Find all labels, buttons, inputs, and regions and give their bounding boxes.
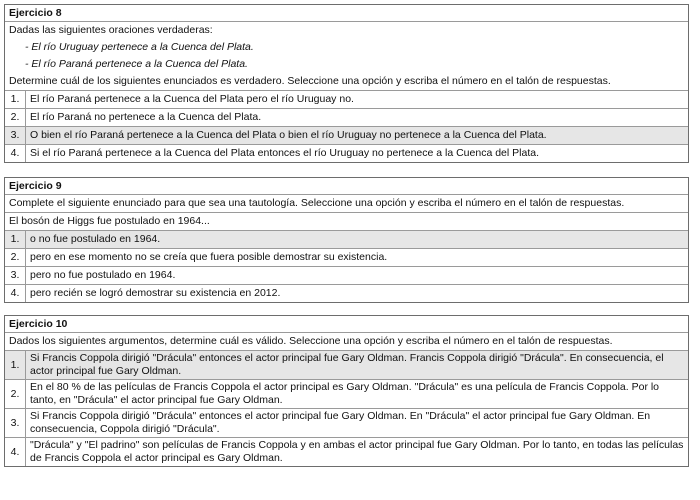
option-text: o no fue postulado en 1964. bbox=[26, 231, 689, 249]
option-number: 2. bbox=[5, 249, 26, 267]
exercise-8-premise: - El río Uruguay pertenece a la Cuenca del Plata. bbox=[25, 41, 254, 53]
option-row[interactable] bbox=[5, 438, 688, 467]
exercise-10-options bbox=[5, 350, 688, 466]
option-text: pero no fue postulado en 1964. bbox=[26, 267, 689, 285]
option-text: pero en ese momento no se creía que fuera posible demostrar su existencia. bbox=[26, 249, 689, 267]
option-number: 1. bbox=[5, 91, 26, 109]
option-text: El río Paraná no pertenece a la Cuenca del Plata. bbox=[26, 109, 689, 127]
option-number: 3. bbox=[5, 409, 26, 438]
option-text: O bien el río Paraná pertenece a la Cuenca del Plata o bien el río Uruguay no pertenece a la Cuenca del Plata. bbox=[26, 127, 689, 145]
option-number: 3. bbox=[5, 267, 26, 285]
option-row[interactable] bbox=[5, 145, 688, 163]
exercise-8-premise: - El río Paraná pertenece a la Cuenca del Plata. bbox=[25, 58, 248, 70]
exercise-8 bbox=[4, 4, 689, 163]
exercise-9-title: Ejercicio 9 bbox=[5, 178, 688, 195]
exercise-9-stem: El bosón de Higgs fue postulado en 1964... bbox=[9, 215, 210, 227]
exercise-8-options bbox=[5, 90, 688, 162]
option-number: 2. bbox=[5, 109, 26, 127]
option-text: "Drácula" y "El padrino" son películas de Francis Coppola y en ambas el actor principal fue Gary Oldman. Por lo tanto, en todas las películas de Francis Coppola el actor principal es Gary Oldman. bbox=[26, 438, 689, 467]
exercise-8-title: Ejercicio 8 bbox=[5, 5, 688, 22]
option-row-highlighted[interactable] bbox=[5, 231, 688, 249]
option-number: 1. bbox=[5, 231, 26, 249]
exercise-8-intro: Dadas las siguientes oraciones verdaderas: bbox=[9, 24, 213, 36]
option-row[interactable] bbox=[5, 285, 688, 303]
option-number: 3. bbox=[5, 127, 26, 145]
option-number: 4. bbox=[5, 285, 26, 303]
option-row[interactable] bbox=[5, 109, 688, 127]
option-text: Si Francis Coppola dirigió "Drácula" entonces el actor principal fue Gary Oldman. En "Drácula" el actor principal fue Gary Oldman. En consecuencia, Coppola dirigió "Drácula". bbox=[26, 409, 689, 438]
exercise-10-title: Ejercicio 10 bbox=[5, 316, 688, 333]
option-text: En el 80 % de las películas de Francis Coppola el actor principal es Gary Oldman. "Drácula" es una película de Francis Coppola. Por lo tanto, en "Drácula" el actor principal fue Gary Oldman. bbox=[26, 380, 689, 409]
exercise-8-instruction: Determine cuál de los siguientes enunciados es verdadero. Seleccione una opción y escriba el número en el talón de respuestas. bbox=[9, 75, 611, 87]
option-row[interactable] bbox=[5, 249, 688, 267]
option-number: 4. bbox=[5, 438, 26, 467]
exercise-10-instruction: Dados los siguientes argumentos, determine cuál es válido. Seleccione una opción y escriba el número en el talón de respuestas. bbox=[9, 335, 613, 347]
option-text: pero recién se logró demostrar su existencia en 2012. bbox=[26, 285, 689, 303]
option-text: Si el río Paraná pertenece a la Cuenca del Plata entonces el río Uruguay no pertenece a la Cuenca del Plata. bbox=[26, 145, 689, 163]
exercise-9-options bbox=[5, 230, 688, 302]
exercise-9-instruction: Complete el siguiente enunciado para que sea una tautología. Seleccione una opción y escriba el número en el talón de respuestas. bbox=[5, 195, 688, 213]
option-text: Si Francis Coppola dirigió "Drácula" entonces el actor principal fue Gary Oldman. Francis Coppola dirigió "Drácula". En consecuencia, el actor principal fue Gary Oldman. bbox=[26, 351, 689, 380]
option-text: El río Paraná pertenece a la Cuenca del Plata pero el río Uruguay no. bbox=[26, 91, 689, 109]
option-row-highlighted[interactable] bbox=[5, 127, 688, 145]
option-row[interactable] bbox=[5, 409, 688, 438]
option-row-highlighted[interactable] bbox=[5, 351, 688, 380]
option-row[interactable] bbox=[5, 91, 688, 109]
option-number: 1. bbox=[5, 351, 26, 380]
option-row[interactable] bbox=[5, 267, 688, 285]
exercise-9 bbox=[4, 177, 689, 303]
option-number: 4. bbox=[5, 145, 26, 163]
option-row[interactable] bbox=[5, 380, 688, 409]
option-number: 2. bbox=[5, 380, 26, 409]
exercise-10 bbox=[4, 315, 689, 467]
